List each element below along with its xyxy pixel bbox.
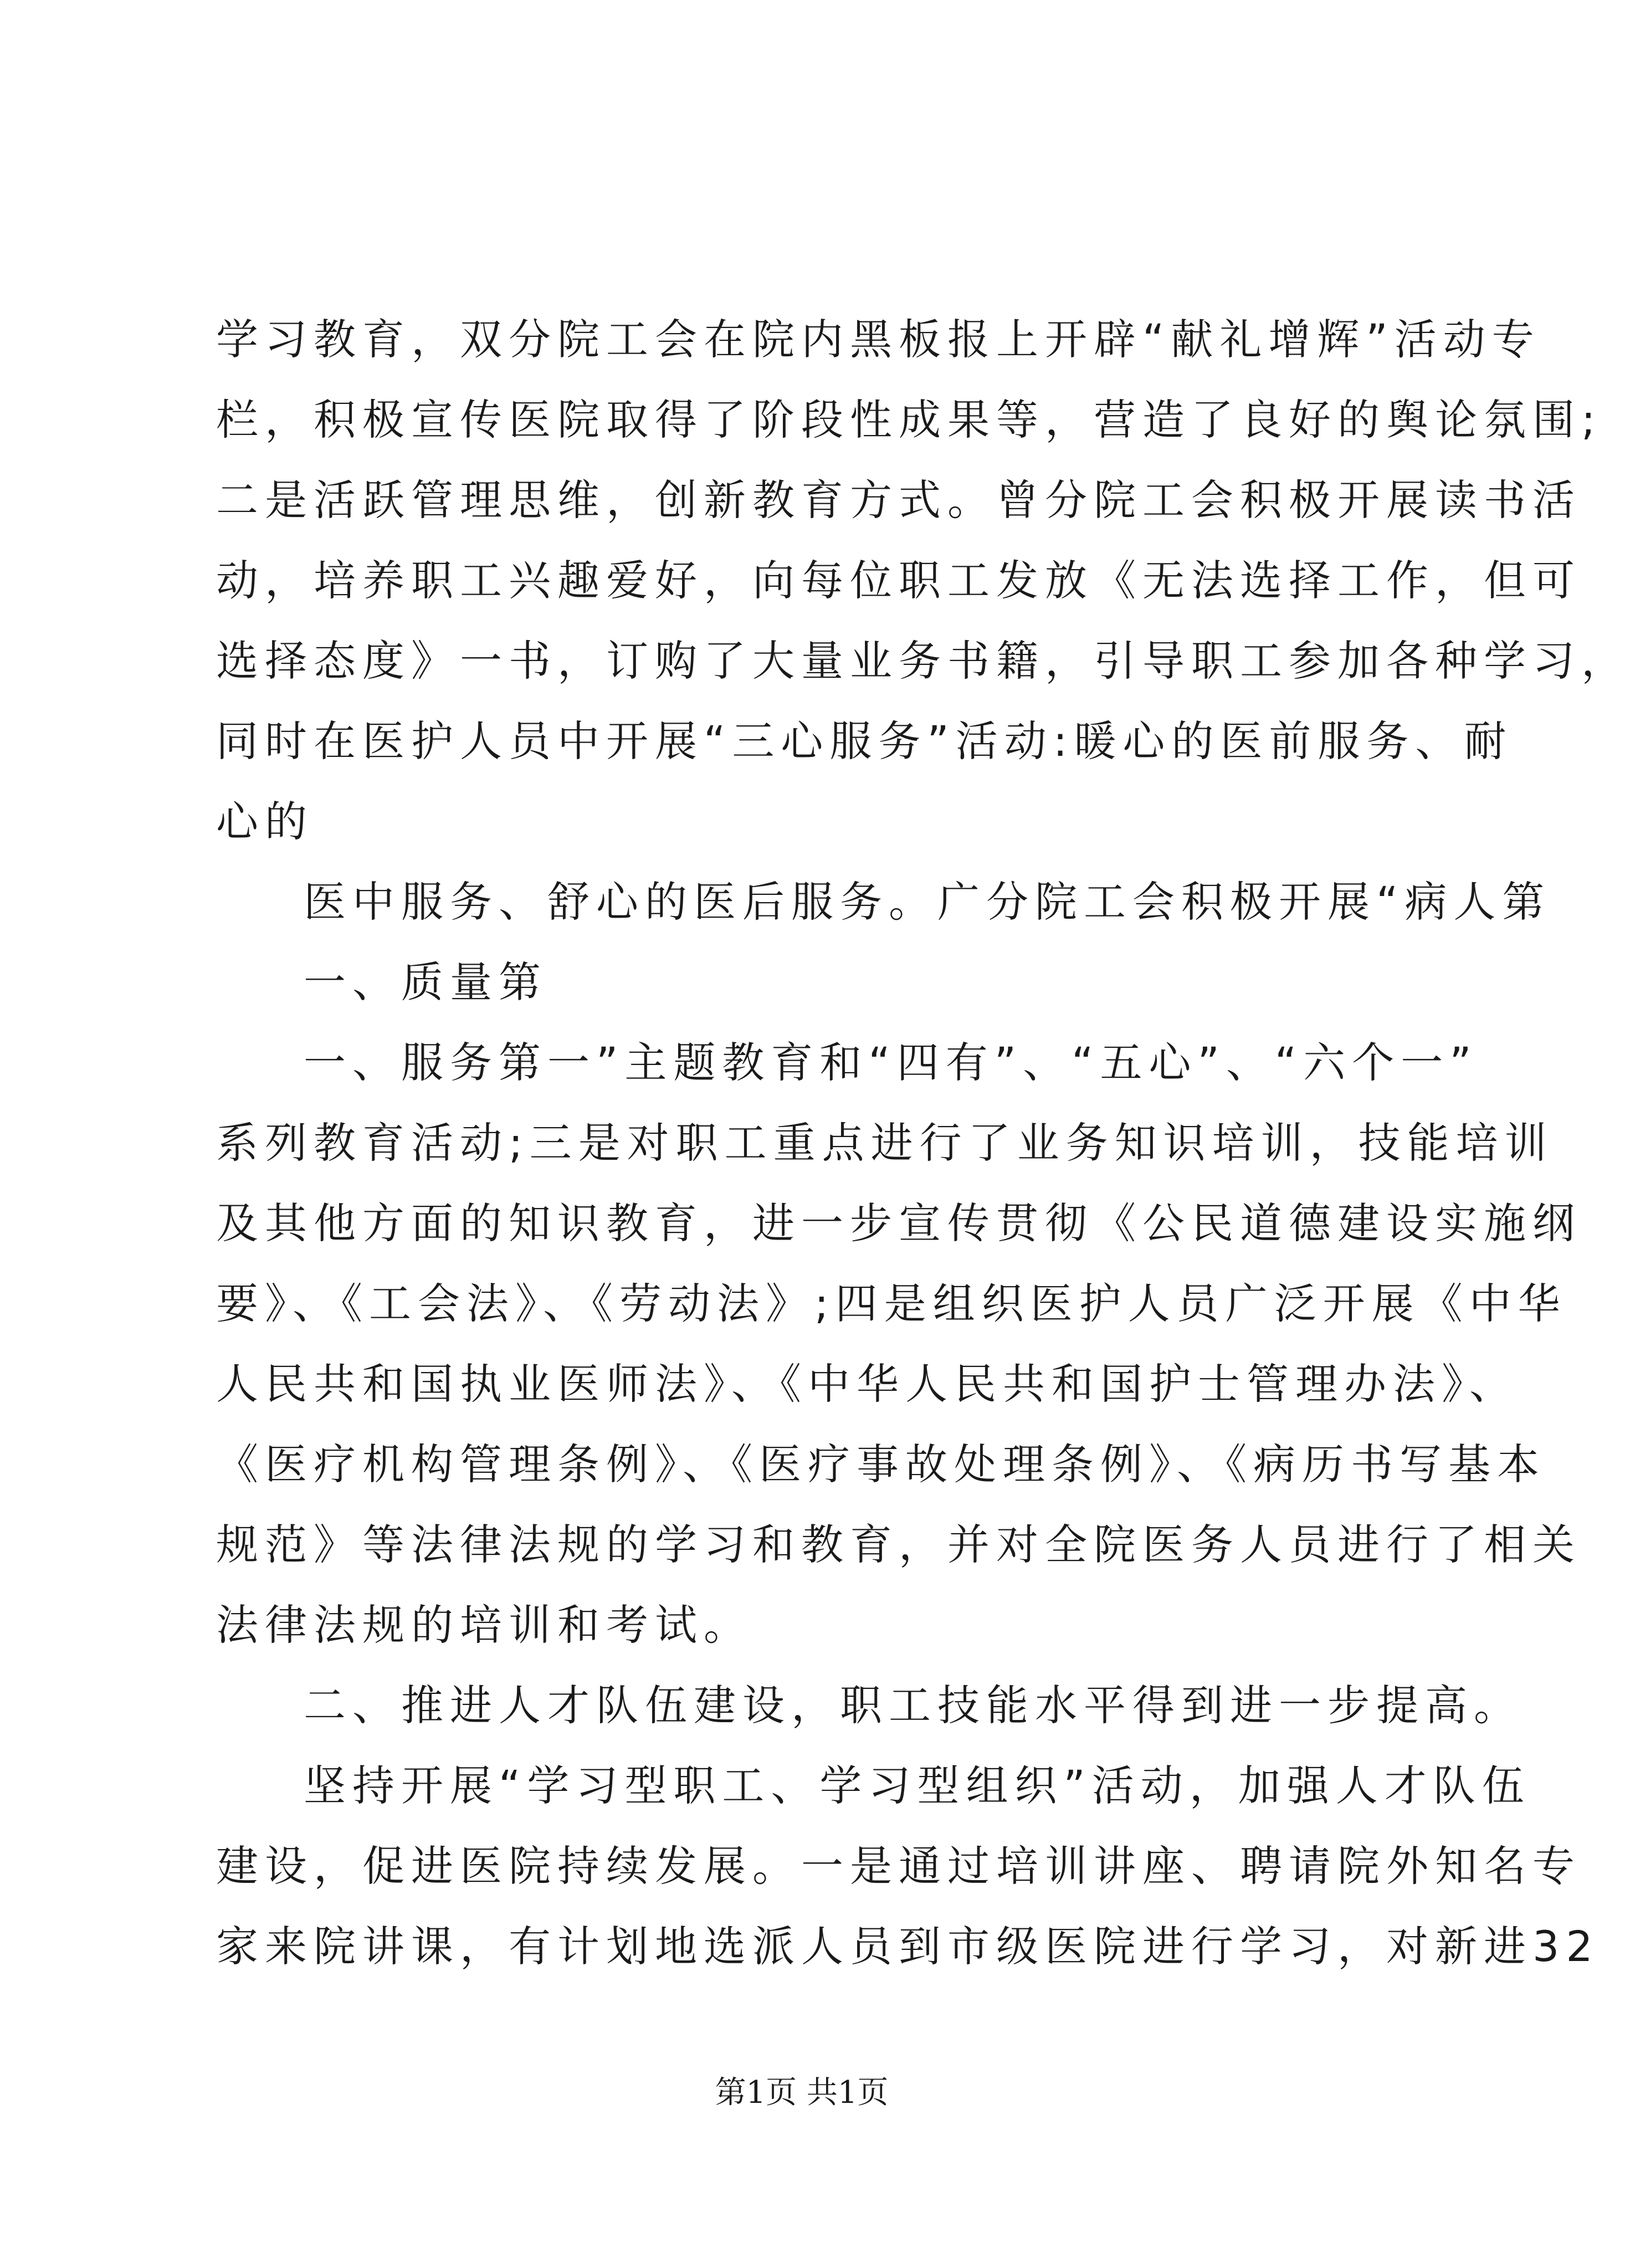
- text-line: 及其他方面的知识教育，进一步宣传贯彻《公民道德建设实施纲: [216, 1199, 1581, 1248]
- text-line: 同时在医护人员中开展“三心服务”活动:暖心的医前服务、耐: [216, 716, 1513, 766]
- text-line: 系列教育活动;三是对职工重点进行了业务知识培训，技能培训: [216, 1118, 1554, 1168]
- paragraph-start-line: 一、质量第: [304, 958, 547, 1007]
- paragraph-start-line: 医中服务、舒心的医后服务。广分院工会积极开展“病人第: [304, 877, 1551, 926]
- paragraph-start-line: 坚持开展“学习型职工、学习型组织”活动，加强人才队伍: [304, 1761, 1531, 1810]
- paragraph-start-line: 一、服务第一”主题教育和“四有”、“五心”、“六个一”: [304, 1038, 1478, 1087]
- text-line: 学习教育，双分院工会在院内黑板报上开辟“献礼增辉”活动专: [216, 315, 1541, 364]
- text-line: 选择态度》一书，订购了大量业务书籍，引导职工参加各种学习，: [216, 636, 1630, 685]
- text-line: 家来院讲课，有计划地选派人员到市级医院进行学习，对新进32: [216, 1922, 1600, 1971]
- text-line: 二是活跃管理思维，创新教育方式。曾分院工会积极开展读书活: [216, 475, 1581, 525]
- text-line: 动，培养职工兴趣爱好，向每位职工发放《无法选择工作，但可: [216, 556, 1581, 605]
- text-line: 规范》等法律法规的学习和教育，并对全院医务人员进行了相关: [216, 1520, 1581, 1569]
- section-heading: 二、推进人才队伍建设，职工技能水平得到进一步提高。: [304, 1681, 1523, 1730]
- text-line: 法律法规的培训和考试。: [216, 1600, 752, 1650]
- page-footer: 第1页 共1页: [715, 2075, 889, 2111]
- text-line: 建设，促进医院持续发展。一是通过培训讲座、聘请院外知名专: [216, 1841, 1581, 1891]
- text-line: 心的: [216, 797, 314, 846]
- text-line: 人民共和国执业医师法》、《中华人民共和国护士管理办法》、: [216, 1359, 1518, 1409]
- document-body: [216, 299, 1630, 1987]
- text-line: 要》、《工会法》、《劳动法》;四是组织医护人员广泛开展《中华: [216, 1279, 1567, 1328]
- text-line: 栏，积极宣传医院取得了阶段性成果等，营造了良好的舆论氛围;: [216, 395, 1602, 444]
- text-line: 《医疗机构管理条例》、《医疗事故处理条例》、《病历书写基本: [216, 1440, 1546, 1489]
